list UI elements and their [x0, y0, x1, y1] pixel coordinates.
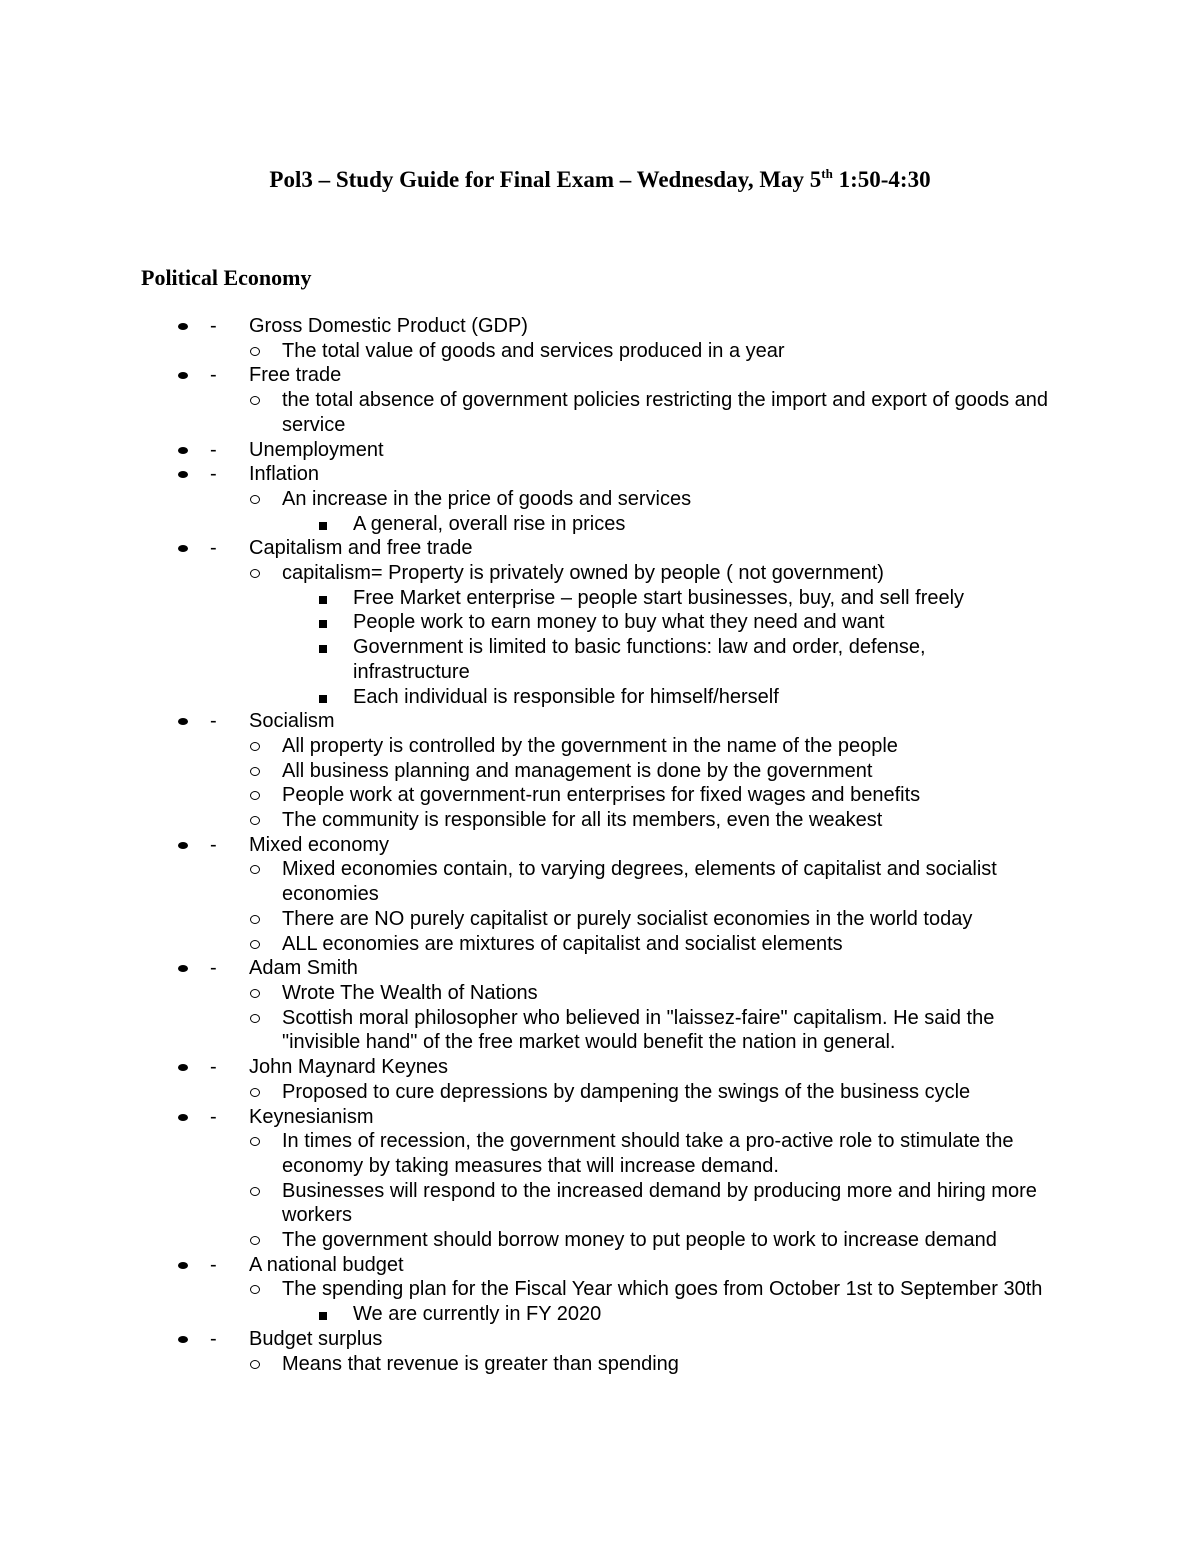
bullet-circle-icon [250, 396, 260, 405]
bullet-circle-icon [250, 1236, 260, 1245]
bullet-dot-icon [178, 842, 188, 849]
section-heading: Political Economy [141, 265, 312, 290]
list-item-text: The government should borrow money to put people to work to increase demand [282, 1229, 997, 1252]
list-item-level2 [0, 1352, 1200, 1377]
list-item-level3 [0, 1302, 1200, 1327]
list-item-text: Businesses will respond to the increased demand by producing more and hiring more workers [282, 1179, 1037, 1227]
bullet-dot-icon [178, 471, 188, 478]
bullet-circle-icon [250, 1088, 260, 1097]
list-item-level1 [0, 833, 1200, 858]
list-item-text: We are currently in FY 2020 [353, 1303, 602, 1326]
list-item-text: Socialism [249, 710, 335, 733]
list-item-text: Government is limited to basic functions: law and order, defense, infrastructure [353, 636, 926, 683]
list-item-text: The total value of goods and services produced in a year [282, 339, 785, 362]
bullet-circle-icon [250, 1187, 260, 1196]
bullet-circle-icon [250, 569, 260, 578]
list-item-level2 [0, 907, 1200, 932]
bullet-square-icon [319, 645, 327, 653]
dash-marker: - [210, 710, 217, 733]
list-item-text: Free Market enterprise – people start businesses, buy, and sell freely [353, 586, 965, 609]
outline-list [0, 314, 1200, 1376]
list-item-text: John Maynard Keynes [249, 1056, 449, 1079]
list-item-text: The community is responsible for all its members, even the weakest [282, 809, 883, 832]
dash-marker: - [210, 1105, 217, 1128]
bullet-dot-icon [178, 447, 188, 454]
bullet-circle-icon [250, 742, 260, 751]
list-item-level1 [0, 1327, 1200, 1352]
bullet-circle-icon [250, 767, 260, 776]
list-item-text: An increase in the price of goods and services [282, 487, 692, 510]
list-item-level1 [0, 709, 1200, 734]
bullet-square-icon [319, 695, 327, 703]
list-item-text: Free trade [249, 364, 342, 387]
list-item-level2 [0, 759, 1200, 784]
bullet-dot-icon [178, 1336, 188, 1343]
bullet-circle-icon [250, 495, 260, 504]
list-item-text: In times of recession, the government should take a pro-active role to stimulate the economy by taking measures that will increase demand. [282, 1130, 1014, 1177]
list-item-text: Mixed economy [249, 833, 390, 856]
dash-marker: - [210, 833, 217, 856]
list-item-level1 [0, 462, 1200, 487]
bullet-square-icon [319, 522, 327, 530]
list-item-level3 [0, 610, 1200, 635]
list-item-level2 [0, 1179, 1200, 1228]
bullet-dot-icon [178, 372, 188, 379]
bullet-square-icon [319, 1312, 327, 1320]
dash-marker: - [210, 463, 217, 486]
list-item-level2 [0, 339, 1200, 364]
bullet-dot-icon [178, 323, 188, 330]
list-item-text: Capitalism and free trade [249, 537, 473, 560]
dash-marker: - [210, 438, 217, 461]
list-item-level1 [0, 956, 1200, 981]
list-item-text: Scottish moral philosopher who believed in "laissez-faire" capitalism. He said the "invisible hand" of the free market would benefit the nation in general. [282, 1006, 995, 1054]
list-item-level2 [0, 1080, 1200, 1105]
list-item-level2 [0, 857, 1200, 906]
list-item-level1 [0, 1105, 1200, 1130]
list-item-level3 [0, 586, 1200, 611]
list-item-text: Budget surplus [249, 1327, 383, 1350]
list-item-text: All property is controlled by the government in the name of the people [282, 734, 898, 757]
bullet-circle-icon [250, 1137, 260, 1146]
list-item-level2 [0, 388, 1200, 437]
dash-marker: - [210, 1056, 217, 1079]
list-item-text: A national budget [249, 1253, 404, 1276]
list-item-text: ALL economies are mixtures of capitalist and socialist elements [282, 932, 843, 955]
list-item-level2 [0, 487, 1200, 512]
list-item-text: All business planning and management is done by the government [282, 759, 873, 782]
bullet-dot-icon [178, 718, 188, 725]
list-item-level1 [0, 1253, 1200, 1278]
list-item-text: Each individual is responsible for himself/herself [353, 685, 779, 708]
dash-marker: - [210, 315, 217, 337]
title-superscript: th [821, 166, 833, 181]
list-item-text: People work to earn money to buy what they need and want [353, 611, 885, 634]
bullet-circle-icon [250, 816, 260, 825]
list-item-level1 [0, 1055, 1200, 1080]
bullet-circle-icon [250, 989, 260, 998]
list-item-text: The spending plan for the Fiscal Year which goes from October 1st to September 30th [282, 1278, 1043, 1301]
list-item-level1 [0, 438, 1200, 463]
page-title [0, 165, 1200, 195]
title-time: 1:50-4:30 [832, 167, 931, 192]
list-item-level3 [0, 685, 1200, 710]
list-item-level2 [0, 1277, 1200, 1302]
list-item-level2 [0, 783, 1200, 808]
dash-marker: - [210, 957, 217, 980]
list-item-text: A general, overall rise in prices [353, 512, 626, 535]
list-item-level1 [0, 314, 1200, 339]
bullet-dot-icon [178, 1114, 188, 1121]
dash-marker: - [210, 537, 217, 560]
bullet-dot-icon [178, 965, 188, 972]
list-item-level3 [0, 512, 1200, 537]
bullet-circle-icon [250, 940, 260, 949]
list-item-text: Mixed economies contain, to varying degrees, elements of capitalist and socialist economies [282, 858, 997, 906]
list-item-text: Proposed to cure depressions by dampening the swings of the business cycle [282, 1080, 971, 1103]
dash-marker: - [210, 364, 217, 387]
list-item-level1 [0, 363, 1200, 388]
list-item-text: Adam Smith [249, 957, 358, 980]
list-item-text: Unemployment [249, 438, 384, 461]
bullet-circle-icon [250, 347, 260, 356]
list-item-text: There are NO purely capitalist or purely socialist economies in the world today [282, 907, 973, 930]
list-item-text: the total absence of government policies restricting the import and export of goods and service [282, 389, 1049, 436]
bullet-dot-icon [178, 1064, 188, 1071]
list-item-text: Wrote The Wealth of Nations [282, 981, 538, 1004]
list-item-level2 [0, 932, 1200, 957]
dash-marker: - [210, 1253, 217, 1276]
list-item-level1 [0, 536, 1200, 561]
dash-marker: - [210, 1327, 217, 1350]
bullet-circle-icon [250, 1285, 260, 1294]
list-item-level2 [0, 1129, 1200, 1178]
list-item-level3 [0, 635, 1200, 684]
bullet-square-icon [319, 596, 327, 604]
list-item-level2 [0, 808, 1200, 833]
bullet-circle-icon [250, 865, 260, 874]
list-item-level2 [0, 561, 1200, 586]
bullet-circle-icon [250, 915, 260, 924]
bullet-dot-icon [178, 1262, 188, 1269]
list-item-text: Gross Domestic Product (GDP) [249, 315, 528, 337]
title-main: Pol3 – Study Guide for Final Exam – Wednesday, May 5 [269, 167, 822, 192]
bullet-circle-icon [250, 791, 260, 800]
list-item-text: Inflation [249, 463, 320, 486]
list-item-text: Keynesianism [249, 1105, 374, 1128]
list-item-level2 [0, 981, 1200, 1006]
list-item-text: People work at government-run enterprises for fixed wages and benefits [282, 784, 921, 807]
list-item-level2 [0, 1228, 1200, 1253]
bullet-circle-icon [250, 1014, 260, 1023]
list-item-level2 [0, 734, 1200, 759]
bullet-circle-icon [250, 1360, 260, 1369]
bullet-dot-icon [178, 545, 188, 552]
bullet-square-icon [319, 620, 327, 628]
list-item-level2 [0, 1006, 1200, 1055]
list-item-text: capitalism= Property is privately owned by people ( not government) [282, 562, 884, 585]
list-item-text: Means that revenue is greater than spending [282, 1352, 679, 1375]
